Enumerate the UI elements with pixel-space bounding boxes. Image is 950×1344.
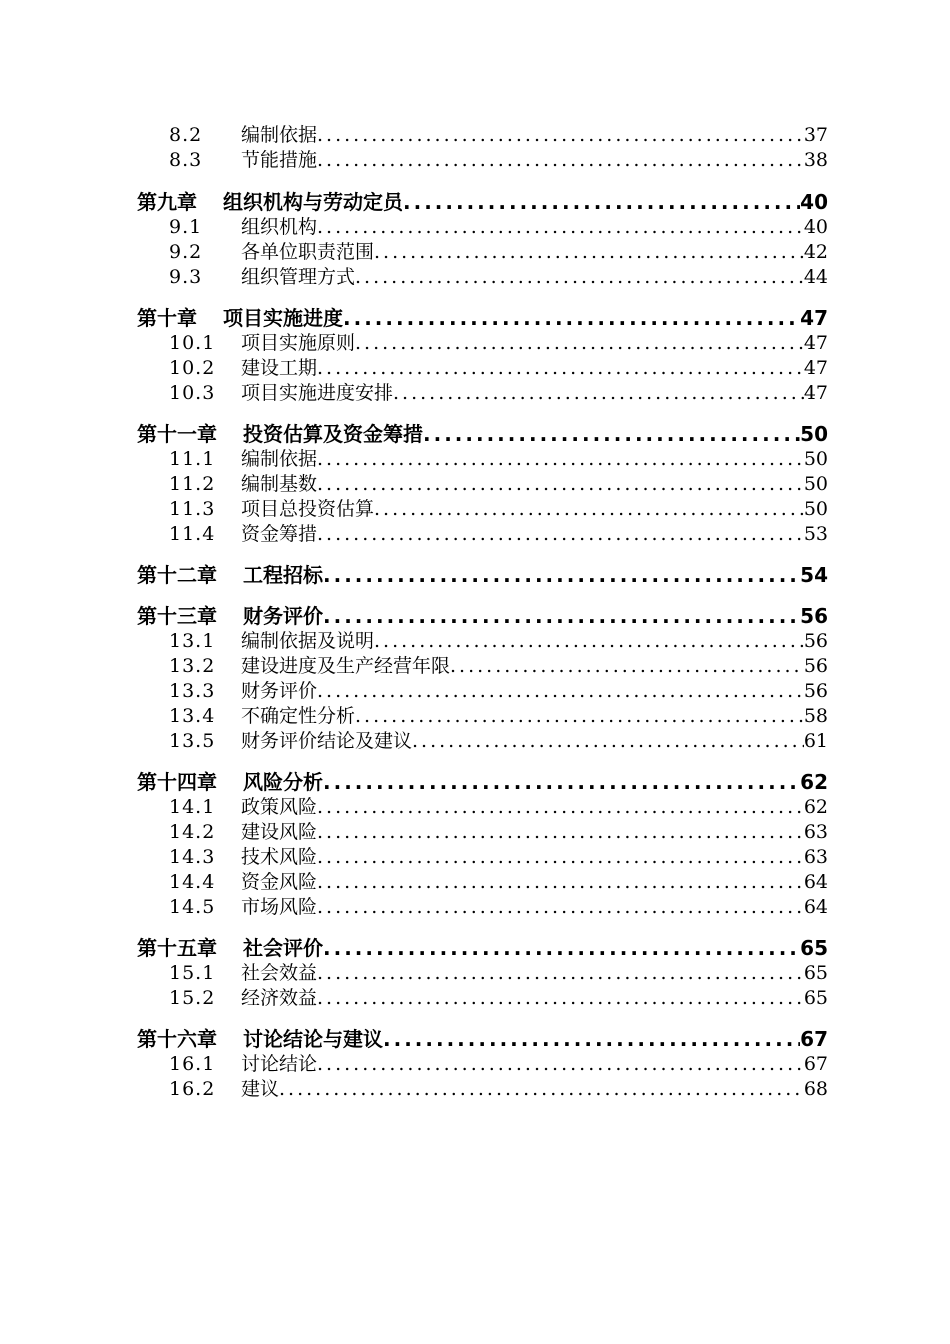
section-number: 13.3 xyxy=(169,680,216,702)
toc-chapter-entry[interactable] xyxy=(137,421,828,447)
page-number: 50 xyxy=(803,473,828,495)
entry-title: 项目实施进度 xyxy=(223,306,343,330)
section-number: 11.1 xyxy=(169,448,216,470)
page-number: 65 xyxy=(803,987,828,1009)
chapter-number: 第十二章 xyxy=(137,563,217,587)
chapter-number: 第十三章 xyxy=(137,604,217,628)
entry-title: 社会评价 xyxy=(243,936,323,960)
entry-title: 财务评价 xyxy=(241,680,318,702)
chapter-number: 第十一章 xyxy=(137,422,217,446)
section-number: 14.5 xyxy=(169,896,216,918)
section-number: 13.2 xyxy=(169,655,216,677)
toc-section-entry[interactable] xyxy=(137,265,828,290)
dot-leader xyxy=(317,795,804,820)
section-number: 14.4 xyxy=(169,871,216,893)
entry-title: 各单位职责范围 xyxy=(241,241,375,263)
dot-leader xyxy=(317,961,804,986)
dot-leader xyxy=(355,331,804,356)
entry-title: 建设工期 xyxy=(241,357,318,379)
page-number: 50 xyxy=(803,448,828,470)
section-number: 14.1 xyxy=(169,796,216,818)
entry-title: 建议 xyxy=(241,1078,280,1100)
page-number: 38 xyxy=(803,149,828,171)
toc-section-entry[interactable] xyxy=(137,870,828,895)
entry-title: 项目实施原则 xyxy=(241,332,356,354)
section-number: 14.3 xyxy=(169,846,216,868)
dot-leader xyxy=(323,769,800,795)
entry-title: 风险分析 xyxy=(243,770,323,794)
page-number: 62 xyxy=(800,770,828,794)
page-number: 47 xyxy=(803,332,828,354)
section-number: 10.1 xyxy=(169,332,216,354)
dot-leader xyxy=(317,895,804,920)
toc-section-entry[interactable] xyxy=(137,704,828,729)
entry-title: 财务评价结论及建议 xyxy=(241,730,413,752)
entry-title: 财务评价 xyxy=(243,604,323,628)
toc-section-entry[interactable] xyxy=(137,1077,828,1102)
page-number: 42 xyxy=(803,241,828,263)
section-number: 9.1 xyxy=(169,216,203,238)
entry-title: 组织机构 xyxy=(241,216,318,238)
section-number: 11.2 xyxy=(169,473,216,495)
dot-leader xyxy=(317,679,804,704)
toc-section-entry[interactable] xyxy=(137,961,828,986)
dot-leader xyxy=(317,447,804,472)
page-number: 56 xyxy=(803,630,828,652)
page-number: 54 xyxy=(800,563,828,587)
page-number: 50 xyxy=(800,422,828,446)
entry-title: 组织管理方式 xyxy=(241,266,356,288)
entry-title: 工程招标 xyxy=(243,563,323,587)
dot-leader xyxy=(317,1052,804,1077)
toc-section-entry[interactable] xyxy=(137,447,828,472)
page-number: 47 xyxy=(803,382,828,404)
dot-leader xyxy=(403,189,800,215)
chapter-number: 第十章 xyxy=(137,306,197,330)
toc-section-entry[interactable] xyxy=(137,729,828,754)
toc-chapter-entry[interactable] xyxy=(137,305,828,331)
entry-title: 技术风险 xyxy=(241,846,318,868)
page-number: 47 xyxy=(800,306,828,330)
page-number: 50 xyxy=(803,498,828,520)
dot-leader xyxy=(323,935,800,961)
entry-title: 讨论结论与建议 xyxy=(243,1027,383,1051)
section-number: 11.3 xyxy=(169,498,216,520)
page-number: 64 xyxy=(803,896,828,918)
section-number: 9.3 xyxy=(169,266,203,288)
toc-section-entry[interactable] xyxy=(137,331,828,356)
toc-section-entry[interactable] xyxy=(137,795,828,820)
dot-leader xyxy=(323,603,800,629)
entry-title: 政策风险 xyxy=(241,796,318,818)
dot-leader xyxy=(317,986,804,1011)
dot-leader xyxy=(317,356,804,381)
dot-leader xyxy=(412,729,804,754)
dot-leader xyxy=(317,522,804,547)
toc-section-entry[interactable] xyxy=(137,820,828,845)
toc-chapter-entry[interactable] xyxy=(137,189,828,215)
toc-section-entry[interactable] xyxy=(137,1052,828,1077)
dot-leader xyxy=(317,472,804,497)
toc-section-entry[interactable] xyxy=(137,895,828,920)
toc-chapter-entry[interactable] xyxy=(137,769,828,795)
dot-leader xyxy=(383,1026,800,1052)
chapter-number: 第十五章 xyxy=(137,936,217,960)
section-number: 9.2 xyxy=(169,241,203,263)
toc-chapter-entry[interactable] xyxy=(137,1026,828,1052)
page-number: 58 xyxy=(803,705,828,727)
dot-leader xyxy=(450,654,804,679)
section-number: 16.2 xyxy=(169,1078,216,1100)
entry-title: 编制依据 xyxy=(241,124,318,146)
section-number: 15.2 xyxy=(169,987,216,1009)
entry-title: 编制依据 xyxy=(241,448,318,470)
chapter-number: 第十六章 xyxy=(137,1027,217,1051)
chapter-number: 第十四章 xyxy=(137,770,217,794)
toc-section-entry[interactable] xyxy=(137,654,828,679)
dot-leader xyxy=(393,381,804,406)
page-number: 65 xyxy=(800,936,828,960)
page-number: 53 xyxy=(803,523,828,545)
page-number: 62 xyxy=(803,796,828,818)
dot-leader xyxy=(423,421,800,447)
section-number: 13.5 xyxy=(169,730,216,752)
entry-title: 资金风险 xyxy=(241,871,318,893)
toc-section-entry[interactable] xyxy=(137,381,828,406)
entry-title: 不确定性分析 xyxy=(241,705,356,727)
toc-section-entry[interactable] xyxy=(137,240,828,265)
entry-title: 编制基数 xyxy=(241,473,318,495)
dot-leader xyxy=(317,123,804,148)
dot-leader xyxy=(317,215,804,240)
toc-section-entry[interactable] xyxy=(137,522,828,547)
entry-title: 建设风险 xyxy=(241,821,318,843)
toc-section-entry[interactable] xyxy=(137,356,828,381)
entry-title: 编制依据及说明 xyxy=(241,630,375,652)
toc-section-entry[interactable] xyxy=(137,679,828,704)
entry-title: 项目实施进度安排 xyxy=(241,382,394,404)
section-number: 10.3 xyxy=(169,382,216,404)
section-number: 15.1 xyxy=(169,962,216,984)
chapter-number: 第九章 xyxy=(137,190,197,214)
toc-section-entry[interactable] xyxy=(137,215,828,240)
page-number: 64 xyxy=(803,871,828,893)
page-number: 47 xyxy=(803,357,828,379)
toc-section-entry[interactable] xyxy=(137,148,828,173)
entry-title: 市场风险 xyxy=(241,896,318,918)
page-number: 61 xyxy=(803,730,828,752)
entry-title: 节能措施 xyxy=(241,149,318,171)
section-number: 16.1 xyxy=(169,1053,216,1075)
entry-title: 经济效益 xyxy=(241,987,318,1009)
dot-leader xyxy=(355,704,804,729)
dot-leader xyxy=(317,820,804,845)
page-number: 67 xyxy=(803,1053,828,1075)
dot-leader xyxy=(374,629,804,654)
toc-section-entry[interactable] xyxy=(137,629,828,654)
page-number: 37 xyxy=(803,124,828,146)
table-of-contents xyxy=(137,123,828,1102)
entry-title: 讨论结论 xyxy=(241,1053,318,1075)
dot-leader xyxy=(317,845,804,870)
entry-title: 建设进度及生产经营年限 xyxy=(241,655,451,677)
entry-title: 社会效益 xyxy=(241,962,318,984)
page-number: 67 xyxy=(800,1027,828,1051)
page-number: 65 xyxy=(803,962,828,984)
section-number: 8.3 xyxy=(169,149,203,171)
dot-leader xyxy=(279,1077,804,1102)
toc-section-entry[interactable] xyxy=(137,123,828,148)
section-number: 8.2 xyxy=(169,124,203,146)
section-number: 11.4 xyxy=(169,523,216,545)
entry-title: 组织机构与劳动定员 xyxy=(223,190,403,214)
page-number: 63 xyxy=(803,821,828,843)
page-number: 44 xyxy=(803,266,828,288)
entry-title: 项目总投资估算 xyxy=(241,498,375,520)
entry-title: 资金筹措 xyxy=(241,523,318,545)
dot-leader xyxy=(317,870,804,895)
toc-section-entry[interactable] xyxy=(137,986,828,1011)
toc-section-entry[interactable] xyxy=(137,845,828,870)
toc-chapter-entry[interactable] xyxy=(137,935,828,961)
page-number: 68 xyxy=(803,1078,828,1100)
section-number: 13.4 xyxy=(169,705,216,727)
section-number: 10.2 xyxy=(169,357,216,379)
section-number: 13.1 xyxy=(169,630,216,652)
section-number: 14.2 xyxy=(169,821,216,843)
dot-leader xyxy=(355,265,804,290)
page-number: 63 xyxy=(803,846,828,868)
page-number: 56 xyxy=(803,680,828,702)
toc-chapter-entry[interactable] xyxy=(137,562,828,588)
page-number: 56 xyxy=(803,655,828,677)
entry-title: 投资估算及资金筹措 xyxy=(243,422,423,446)
toc-chapter-entry[interactable] xyxy=(137,603,828,629)
page-number: 40 xyxy=(800,190,828,214)
dot-leader xyxy=(317,148,804,173)
dot-leader xyxy=(374,240,804,265)
dot-leader xyxy=(343,305,800,331)
dot-leader xyxy=(323,562,800,588)
page-number: 56 xyxy=(800,604,828,628)
toc-section-entry[interactable] xyxy=(137,497,828,522)
dot-leader xyxy=(374,497,804,522)
toc-section-entry[interactable] xyxy=(137,472,828,497)
page-number: 40 xyxy=(803,216,828,238)
